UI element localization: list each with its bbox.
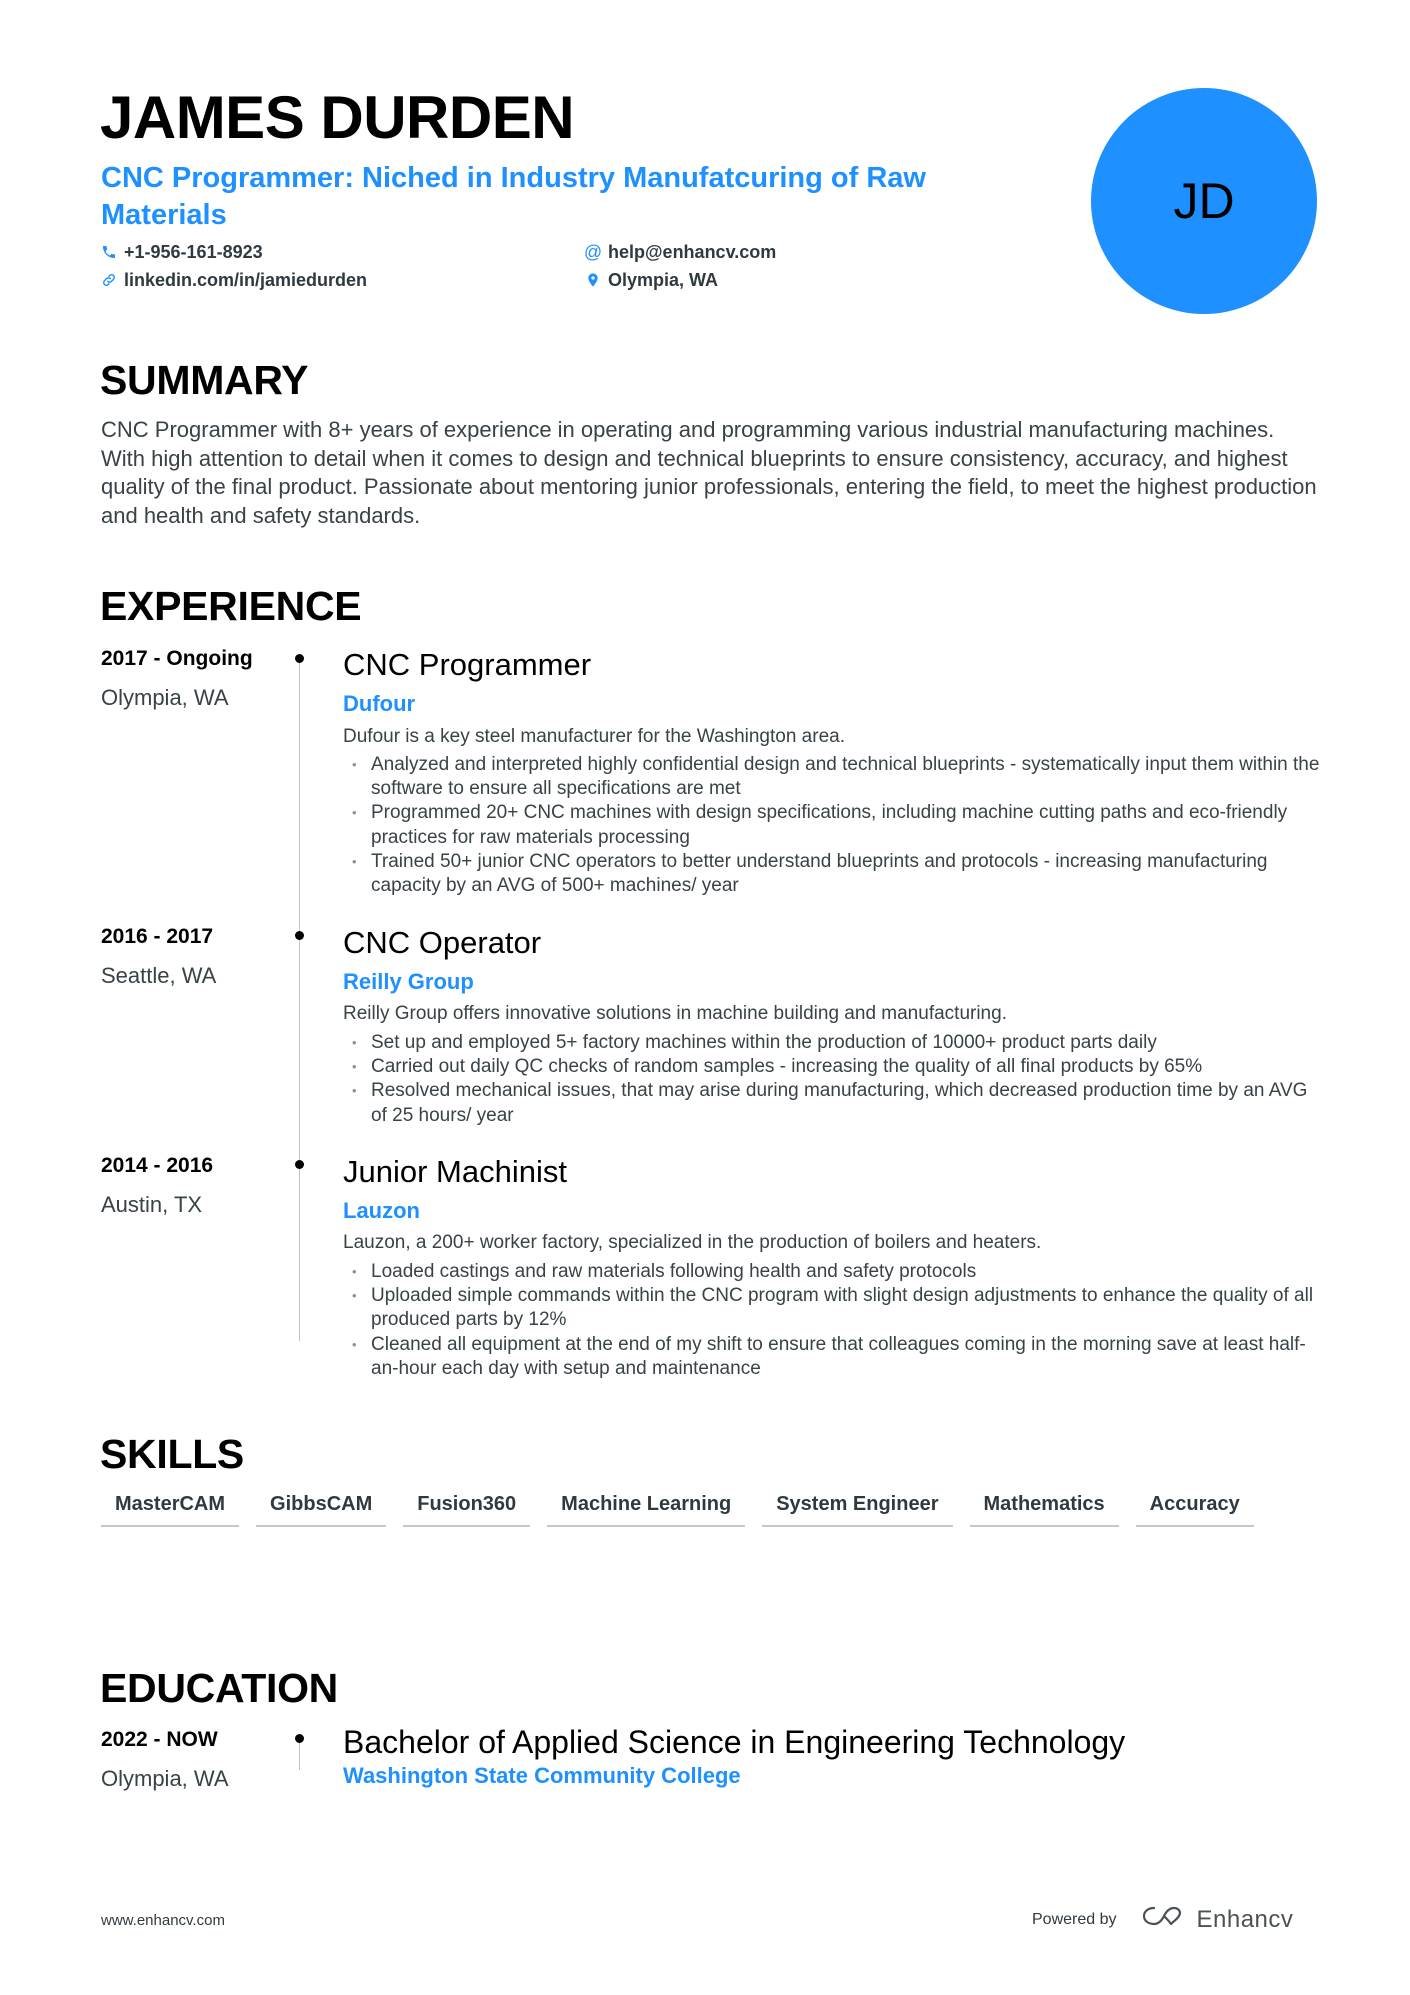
brand-name: Enhancv [1196,1905,1294,1933]
achievement-item: • Trained 50+ junior CNC operators to better understand blueprints and protocols - increasing manufacturing capacity by an AVG of 500+ machines/ year [343,850,1323,898]
contact-location [584,268,718,292]
job-title: Junior Machinist [343,1154,567,1189]
phone-text: +1-956-161-8923 [124,241,263,262]
skill-tag: Fusion360 [403,1488,530,1527]
timeline-dot [295,654,304,663]
achievement-item: • Loaded castings and raw materials following health and safety protocols [343,1260,1323,1284]
company-name: Lauzon [343,1198,420,1223]
education-location: Olympia, WA [101,1766,229,1791]
powered-by-label: Powered by [1032,1910,1117,1928]
location-text: Olympia, WA [608,269,719,290]
skill-tag: MasterCAM [101,1488,239,1527]
achievement-item: • Programmed 20+ CNC machines with design specifications, including machine cutting paths and eco-friendly practices for raw materials processing [343,801,1323,849]
education-timeline-line [299,1740,300,1770]
skill-tag: Mathematics [970,1488,1119,1527]
avatar [1091,88,1317,314]
timeline-dot [295,1160,304,1169]
skill-tag: Accuracy [1136,1488,1254,1527]
education-dates: 2022 - NOW [101,1728,218,1751]
phone-icon [100,243,118,261]
entry-dates: 2016 - 2017 [101,925,214,948]
experience-heading: EXPERIENCE [100,583,362,629]
job-title: CNC Programmer [343,647,592,682]
company-description: Reilly Group offers innovative solutions in machine building and manufacturing. [343,1003,1007,1024]
education-heading: EDUCATION [100,1665,338,1711]
contact-email[interactable] [584,240,776,264]
achievement-list [343,1031,1323,1128]
at-icon: @ [583,241,603,262]
enhancv-logo-icon [1141,1904,1187,1935]
summary-heading: SUMMARY [100,357,309,403]
linkedin-text: linkedin.com/in/jamiedurden [124,269,368,290]
avatar-initials: JD [1173,173,1235,229]
location-pin-icon [584,271,602,289]
entry-dates: 2017 - Ongoing [101,647,253,670]
entry-location: Olympia, WA [101,685,229,710]
timeline-dot [295,1734,304,1743]
candidate-headline: CNC Programmer: Niched in Industry Manufatcuring of Raw Materials [101,162,926,231]
contact-linkedin[interactable] [100,268,367,292]
achievement-list [343,753,1323,898]
achievement-item: • Carried out daily QC checks of random samples - increasing the quality of all final products by 65% [343,1055,1323,1079]
experience-timeline-line [299,659,300,1341]
link-icon [100,271,118,289]
skill-tag: GibbsCAM [256,1488,386,1527]
summary-text: CNC Programmer with 8+ years of experience in operating and programming various industrial manufacturing machines. With high attention to detail when it comes to design and technical blueprints to ensure consistency, accuracy, and highest quality of the final product. Passionate about mentoring junior professionals, entering the field, to meet the highest production and health and safety standards. [101,417,1317,529]
achievement-item: • Resolved mechanical issues, that may arise during manufacturing, which decreased production time by an AVG of 25 hours/ year [343,1079,1323,1127]
enhancv-brand [1141,1904,1294,1935]
degree-title: Bachelor of Applied Science in Engineering Technology [343,1724,1126,1760]
skills-list [101,1488,1321,1527]
email-text: help@enhancv.com [608,241,777,262]
candidate-name: JAMES DURDEN [100,84,575,151]
entry-dates: 2014 - 2016 [101,1154,214,1177]
achievement-list [343,1260,1323,1381]
company-description: Dufour is a key steel manufacturer for the Washington area. [343,726,845,747]
skill-tag: Machine Learning [547,1488,745,1527]
company-name: Reilly Group [343,969,474,994]
school-name: Washington State Community College [343,1763,741,1788]
achievement-item: • Set up and employed 5+ factory machines within the production of 10000+ product parts daily [343,1031,1323,1055]
company-name: Dufour [343,691,416,716]
footer-powered-by[interactable] [1032,1904,1293,1935]
entry-location: Austin, TX [101,1192,203,1217]
skills-heading: SKILLS [100,1431,244,1477]
achievement-item: • Cleaned all equipment at the end of my shift to ensure that colleagues coming in the morning save at least half-an-hour each day with setup and maintenance [343,1333,1323,1381]
achievement-item: • Uploaded simple commands within the CNC program with slight design adjustments to enhance the quality of all produced parts by 12% [343,1284,1323,1332]
company-description: Lauzon, a 200+ worker factory, specialized in the production of boilers and heaters. [343,1232,1042,1253]
entry-location: Seattle, WA [101,963,217,988]
contact-phone[interactable] [100,240,263,264]
achievement-item: • Analyzed and interpreted highly confidential design and technical blueprints - systematically input them within the software to ensure all specifications are met [343,753,1323,801]
skill-tag: System Engineer [762,1488,952,1527]
footer-website-link[interactable]: www.enhancv.com [101,1912,225,1929]
timeline-dot [295,931,304,940]
job-title: CNC Operator [343,925,542,960]
